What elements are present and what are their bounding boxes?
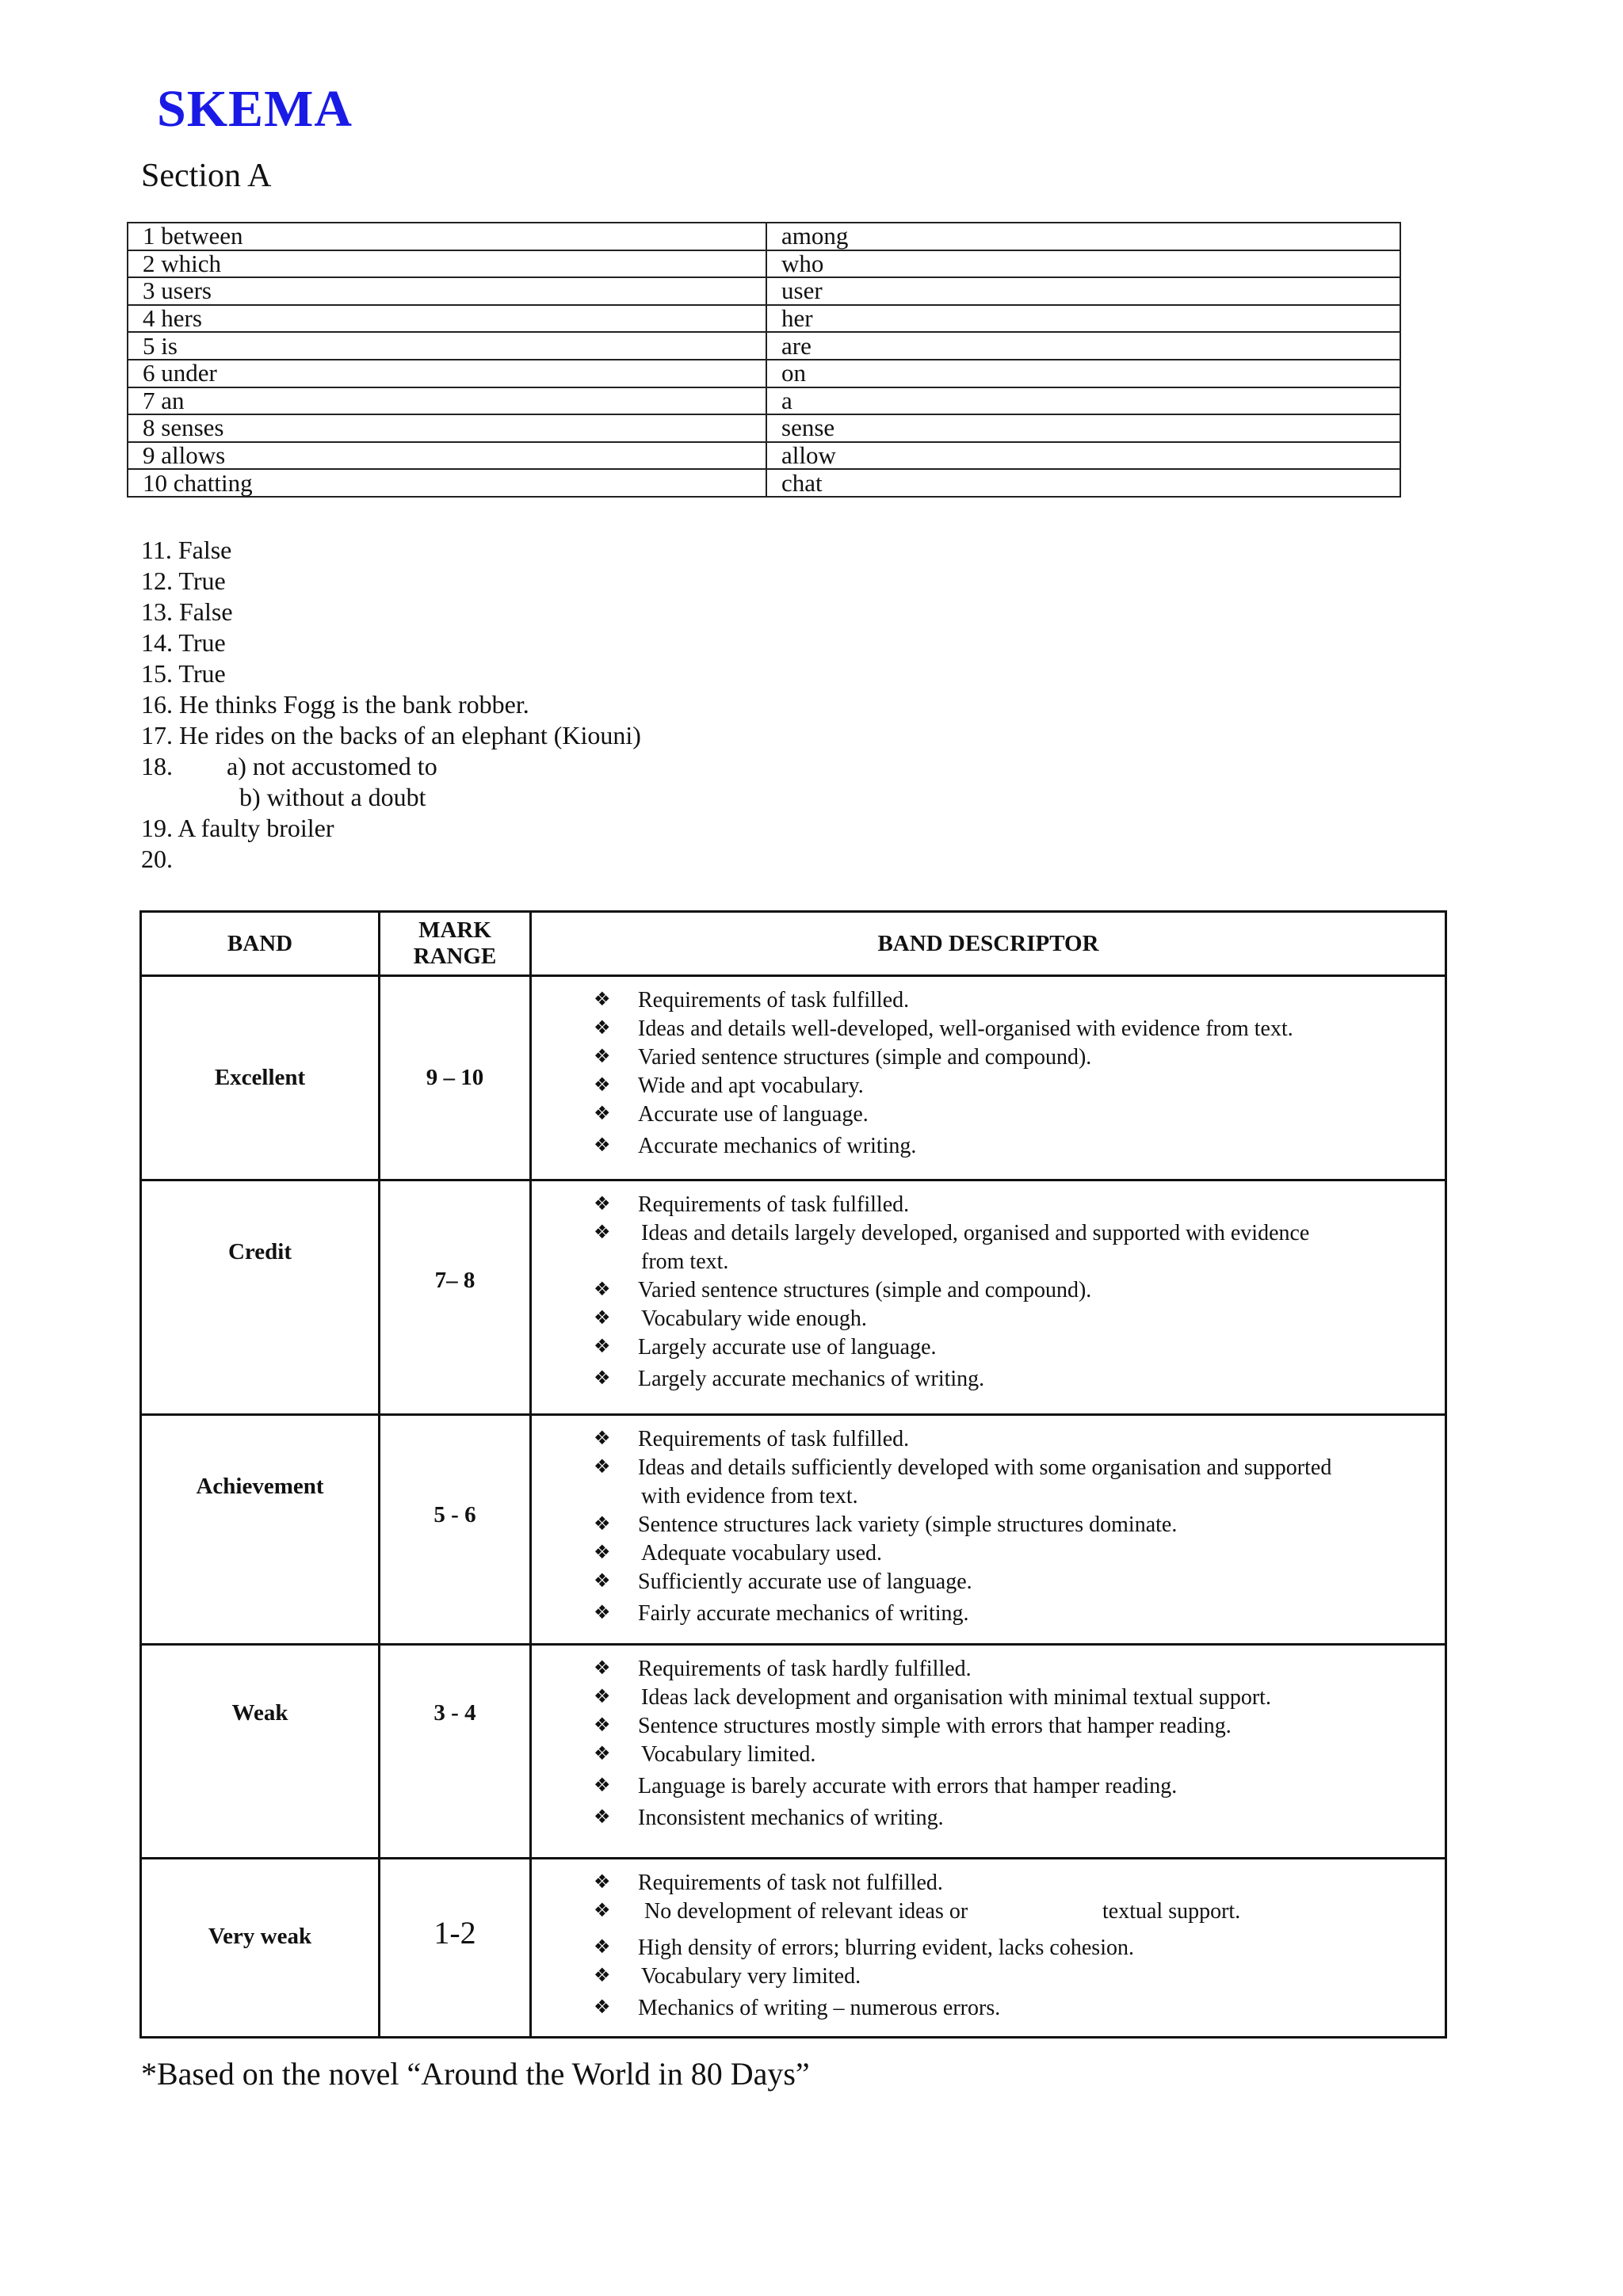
- descriptor-cell: [531, 976, 1446, 1180]
- diamond-bullet-icon: ❖: [594, 1685, 611, 1707]
- descriptor-line: Wide and apt vocabulary.: [638, 1074, 864, 1098]
- mark-label: 3 - 4: [433, 1700, 476, 1726]
- diamond-bullet-icon: ❖: [594, 1278, 611, 1300]
- descriptor-line: Vocabulary limited.: [641, 1742, 816, 1767]
- answer-item: 11. False: [141, 536, 232, 564]
- diamond-bullet-icon: ❖: [594, 1742, 611, 1764]
- answer-item: 15. True: [141, 659, 226, 688]
- descriptor-line: Largely accurate use of language.: [638, 1335, 937, 1360]
- answer-item: 20.: [141, 845, 173, 873]
- descriptor-line: Varied sentence structures (simple and compound).: [638, 1278, 1092, 1302]
- rubric-table: [139, 910, 1447, 2039]
- band-label: Credit: [227, 1239, 292, 1264]
- descriptor-line: Varied sentence structures (simple and compound).: [638, 1045, 1092, 1070]
- band-cell: Excellent: [141, 976, 380, 1180]
- answer-subitem: a) not accustomed to: [227, 752, 437, 780]
- mark-label: 5 - 6: [433, 1502, 476, 1527]
- diamond-bullet-icon: ❖: [594, 1541, 611, 1563]
- table-row: [128, 223, 1400, 250]
- table-row: [128, 332, 1400, 360]
- diamond-bullet-icon: ❖: [594, 1221, 611, 1243]
- answer-item: 16. He thinks Fogg is the bank robber.: [141, 690, 529, 719]
- footnote: *Based on the novel “Around the World in 80 Days”: [141, 2056, 810, 2092]
- diamond-bullet-icon: ❖: [594, 1427, 611, 1449]
- descriptor-cell: [531, 1645, 1446, 1859]
- descriptor-line: High density of errors; blurring evident, lacks cohesion.: [638, 1936, 1134, 1960]
- diamond-bullet-icon: ❖: [594, 1512, 611, 1535]
- wrong-word: 1 between: [128, 223, 766, 250]
- table-row: [128, 277, 1400, 305]
- descriptor-line: Ideas and details sufficiently developed with some organisation and supported: [638, 1455, 1332, 1480]
- descriptor-line: Ideas and details largely developed, organised and supported with evidence: [641, 1221, 1310, 1245]
- correct-word: are: [766, 332, 1400, 360]
- diamond-bullet-icon: ❖: [594, 1964, 611, 1986]
- rubric-header-row: [141, 912, 1446, 976]
- descriptor-line: Fairly accurate mechanics of writing.: [638, 1601, 969, 1626]
- correct-word: on: [766, 360, 1400, 387]
- diamond-bullet-icon: ❖: [594, 1899, 611, 1921]
- correct-word: among: [766, 223, 1400, 250]
- mark-label: 1-2: [433, 1915, 476, 1951]
- descriptor-header: BAND DESCRIPTOR: [531, 912, 1446, 976]
- diamond-bullet-icon: ❖: [594, 1806, 611, 1828]
- table-row: [128, 469, 1400, 497]
- rubric-row: [141, 1859, 1446, 2038]
- descriptor-cell: [531, 1415, 1446, 1645]
- correct-word: user: [766, 277, 1400, 305]
- wrong-word: 6 under: [128, 360, 766, 387]
- mark-cell: [380, 1645, 531, 1859]
- diamond-bullet-icon: ❖: [594, 1016, 611, 1039]
- mark-header-line: RANGE: [413, 944, 497, 969]
- descriptor-line: Sentence structures lack variety (simple structures dominate.: [638, 1512, 1178, 1537]
- wrong-word: 4 hers: [128, 305, 766, 333]
- wrong-word: 10 chatting: [128, 469, 766, 497]
- diamond-bullet-icon: ❖: [594, 988, 611, 1010]
- wrong-word: 8 senses: [128, 414, 766, 442]
- descriptor-cell: [531, 1180, 1446, 1415]
- page-title: SKEMA: [157, 80, 353, 138]
- table-row: [128, 305, 1400, 333]
- rubric-row: [141, 1645, 1446, 1859]
- descriptor-line: Ideas lack development and organisation with minimal textual support.: [641, 1685, 1271, 1710]
- answer-item: 17. He rides on the backs of an elephant (Kiouni): [141, 721, 641, 749]
- answer-item: 19. A faulty broiler: [141, 814, 334, 842]
- descriptor-line: Accurate mechanics of writing.: [638, 1134, 917, 1158]
- diamond-bullet-icon: ❖: [594, 1045, 611, 1067]
- band-cell: [141, 1859, 380, 2038]
- band-label: Achievement: [196, 1474, 324, 1499]
- diamond-bullet-icon: ❖: [594, 1335, 611, 1357]
- diamond-bullet-icon: ❖: [594, 1134, 611, 1156]
- descriptor-line: Largely accurate mechanics of writing.: [638, 1367, 985, 1391]
- rubric-row: [141, 1180, 1446, 1415]
- band-cell: [141, 1645, 380, 1859]
- rubric-row: [141, 1415, 1446, 1645]
- descriptor-line: Requirements of task fulfilled.: [638, 1427, 910, 1451]
- correct-word: sense: [766, 414, 1400, 442]
- wrong-word: 5 is: [128, 332, 766, 360]
- mark-cell: [380, 1180, 531, 1415]
- diamond-bullet-icon: ❖: [594, 1657, 611, 1679]
- correct-word: her: [766, 305, 1400, 333]
- wrong-word: 3 users: [128, 277, 766, 305]
- mark-cell: [380, 1859, 531, 2038]
- table-row: [128, 442, 1400, 470]
- table-row: [128, 414, 1400, 442]
- descriptor-line: Requirements of task hardly fulfilled.: [638, 1657, 972, 1681]
- descriptor-line: Requirements of task not fulfilled.: [638, 1871, 943, 1895]
- descriptor-cell: [531, 1859, 1446, 2038]
- descriptor-line: Requirements of task fulfilled.: [638, 1192, 910, 1217]
- diamond-bullet-icon: ❖: [594, 1569, 611, 1592]
- diamond-bullet-icon: ❖: [594, 1996, 611, 2018]
- table-row: [128, 250, 1400, 278]
- diamond-bullet-icon: ❖: [594, 1455, 611, 1478]
- band-cell: [141, 1180, 380, 1415]
- diamond-bullet-icon: ❖: [594, 1936, 611, 1958]
- mark-range-header: [380, 912, 531, 976]
- diamond-bullet-icon: ❖: [594, 1871, 611, 1893]
- answer-item: 12. True: [141, 566, 226, 595]
- correct-word: who: [766, 250, 1400, 278]
- band-label: Weak: [231, 1700, 288, 1726]
- descriptor-line: from text.: [641, 1249, 729, 1274]
- descriptor-line: textual support.: [1102, 1899, 1241, 1924]
- correct-word: chat: [766, 469, 1400, 497]
- correct-word: allow: [766, 442, 1400, 470]
- diamond-bullet-icon: ❖: [594, 1367, 611, 1389]
- diamond-bullet-icon: ❖: [594, 1714, 611, 1736]
- answer-item: 14. True: [141, 628, 226, 657]
- diamond-bullet-icon: ❖: [594, 1306, 611, 1329]
- descriptor-line: Vocabulary very limited.: [641, 1964, 861, 1989]
- diamond-bullet-icon: ❖: [594, 1774, 611, 1796]
- descriptor-line: Inconsistent mechanics of writing.: [638, 1806, 944, 1830]
- answer-item: 18.: [141, 752, 173, 780]
- diamond-bullet-icon: ❖: [594, 1601, 611, 1623]
- diamond-bullet-icon: ❖: [594, 1102, 611, 1124]
- answer-item: 13. False: [141, 597, 233, 626]
- mark-cell: 9 – 10: [380, 976, 531, 1180]
- answer-subitem: b) without a doubt: [239, 783, 426, 811]
- descriptor-line: Sufficiently accurate use of language.: [638, 1569, 972, 1594]
- section-heading: Section A: [141, 158, 272, 194]
- rubric-row: [141, 976, 1446, 1180]
- descriptor-line: Adequate vocabulary used.: [641, 1541, 882, 1566]
- mark-label: 7– 8: [434, 1268, 475, 1293]
- descriptor-line: Mechanics of writing – numerous errors.: [638, 1996, 1001, 2020]
- descriptor-line: Sentence structures mostly simple with errors that hamper reading.: [638, 1714, 1232, 1738]
- table-row: [128, 360, 1400, 387]
- wrong-word: 2 which: [128, 250, 766, 278]
- descriptor-line: Vocabulary wide enough.: [641, 1306, 867, 1331]
- mark-header-line: MARK: [418, 917, 491, 943]
- descriptor-line: Language is barely accurate with errors that hamper reading.: [638, 1774, 1178, 1798]
- table-row: [128, 387, 1400, 415]
- wrong-word: 7 an: [128, 387, 766, 415]
- diamond-bullet-icon: ❖: [594, 1192, 611, 1215]
- mark-cell: [380, 1415, 531, 1645]
- corrections-table: [127, 222, 1401, 498]
- descriptor-line: Accurate use of language.: [638, 1102, 869, 1127]
- descriptor-line: with evidence from text.: [641, 1484, 858, 1508]
- band-label: Very weak: [208, 1924, 312, 1949]
- band-header: BAND: [141, 912, 380, 976]
- band-cell: [141, 1415, 380, 1645]
- descriptor-line: No development of relevant ideas or: [644, 1899, 968, 1924]
- descriptor-line: Requirements of task fulfilled.: [638, 988, 910, 1013]
- wrong-word: 9 allows: [128, 442, 766, 470]
- descriptor-line: Ideas and details well-developed, well-organised with evidence from text.: [638, 1016, 1293, 1041]
- diamond-bullet-icon: ❖: [594, 1074, 611, 1096]
- correct-word: a: [766, 387, 1400, 415]
